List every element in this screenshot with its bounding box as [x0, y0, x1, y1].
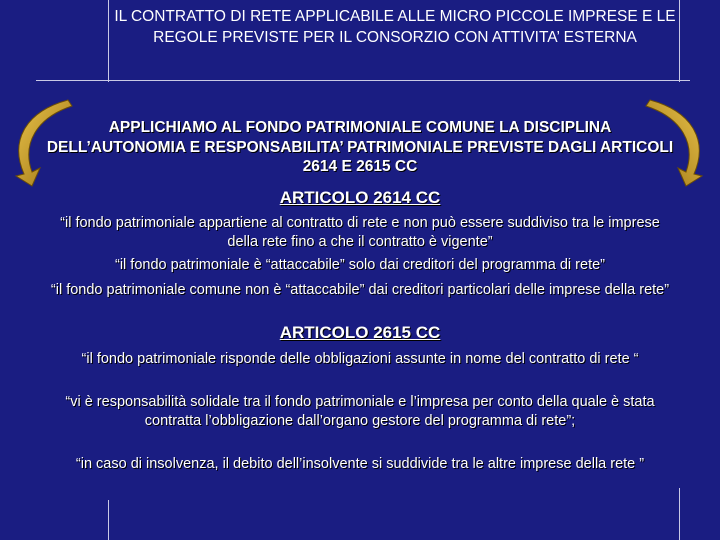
- section-heading-2615: ARTICOLO 2615 CC: [279, 323, 441, 342]
- slide-title: IL CONTRATTO DI RETE APPLICABILE ALLE MICRO PICCOLE IMPRESE E LE REGOLE PREVISTE PER IL CONSORZIO CON ATTIVITA’ ESTERNA: [114, 8, 676, 46]
- right-vertical-rule-bottom: [679, 488, 680, 540]
- section-heading-2614: ARTICOLO 2614 CC: [279, 188, 441, 207]
- paragraph-2615-1: “il fondo patrimoniale risponde delle obbligazioni assunte in nome del contratto di rete “: [81, 351, 639, 367]
- title-underline-rule: [36, 80, 690, 81]
- right-vertical-rule: [679, 0, 680, 82]
- left-vertical-rule-bottom: [108, 500, 109, 540]
- paragraph-2615-3: “in caso di insolvenza, il debito dell’insolvente si suddivide tra le altre imprese della rete ”: [75, 456, 645, 472]
- paragraph-2614-1: “il fondo patrimoniale appartiene al contratto di rete e non può essere suddiviso tra le imprese della rete fino a che il contratto è vigente”: [60, 215, 660, 250]
- paragraph-2614-2: “il fondo patrimoniale è “attaccabile” solo dai creditori del programma di rete”: [114, 257, 605, 273]
- left-vertical-rule: [108, 0, 109, 82]
- paragraph-2614-3: “il fondo patrimoniale comune non è “attaccabile” dai creditori particolari delle imprese della rete”: [50, 282, 670, 298]
- intro-text: APPLICHIAMO AL FONDO PATRIMONIALE COMUNE LA DISCIPLINA DELL’AUTONOMIA E RESPONSABILITA’ PATRIMONIALE PREVISTE DAGLI ARTICOLI 2614 E 2615 CC: [46, 119, 674, 175]
- paragraph-2615-2: “vi è responsabilità solidale tra il fondo patrimoniale e l’impresa per conto della quale è stata contratta l’obbligazione dall’organo gestore del programma di rete”;: [65, 394, 655, 429]
